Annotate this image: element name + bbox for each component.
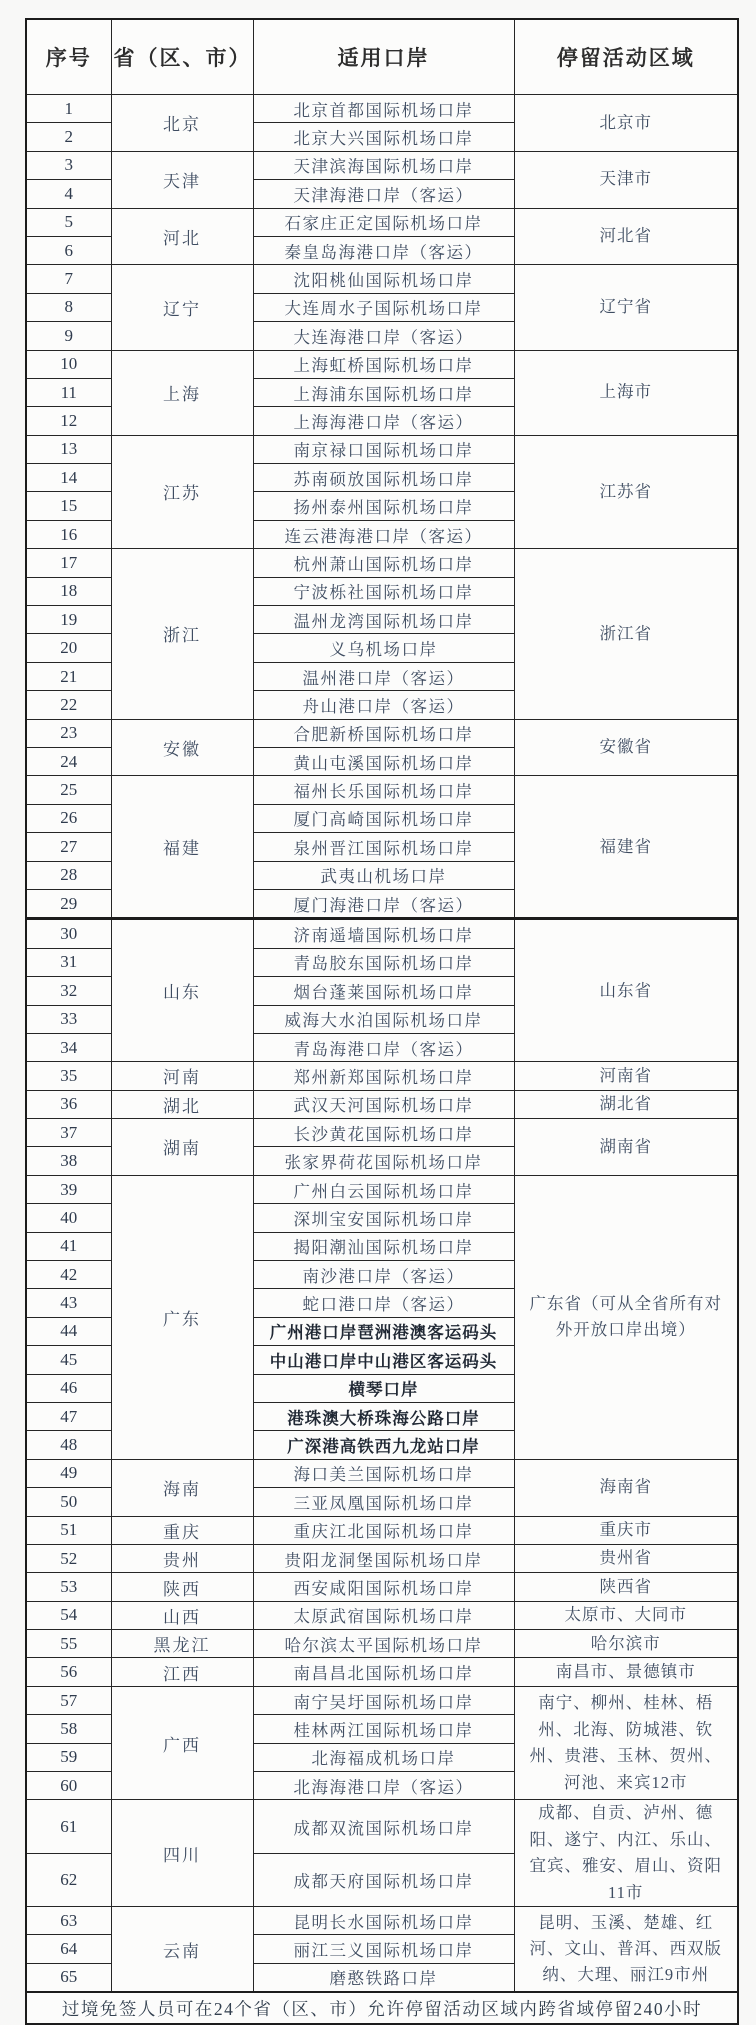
port-cell: 深圳宝安国际机场口岸 (253, 1204, 514, 1232)
port-cell: 扬州泰州国际机场口岸 (253, 492, 514, 520)
province-cell: 浙江 (111, 549, 253, 719)
table-row (26, 435, 738, 463)
stay-area-cell: 河南省 (514, 1062, 738, 1090)
port-cell: 上海海港口岸（客运） (253, 407, 514, 435)
table-row (26, 1062, 738, 1090)
row-number-cell: 11 (26, 378, 111, 406)
stay-area-cell: 山东省 (514, 919, 738, 1062)
table-row (26, 549, 738, 577)
port-cell: 张家界荷花国际机场口岸 (253, 1147, 514, 1175)
row-number-cell: 3 (26, 151, 111, 179)
stay-area-cell: 成都、自贡、泸州、德阳、遂宁、内江、乐山、宜宾、雅安、眉山、资阳11市 (514, 1800, 738, 1907)
row-number-cell: 53 (26, 1573, 111, 1601)
port-cell: 天津海港口岸（客运） (253, 180, 514, 208)
row-number-cell: 64 (26, 1935, 111, 1963)
stay-area-cell: 浙江省 (514, 549, 738, 719)
port-cell: 厦门海港口岸（客运） (253, 889, 514, 918)
province-cell: 辽宁 (111, 265, 253, 350)
row-number-cell: 38 (26, 1147, 111, 1175)
port-cell: 青岛胶东国际机场口岸 (253, 948, 514, 976)
port-cell: 广深港高铁西九龙站口岸 (253, 1431, 514, 1459)
port-cell: 杭州萧山国际机场口岸 (253, 549, 514, 577)
port-cell: 蛇口港口岸（客运） (253, 1289, 514, 1317)
row-number-cell: 60 (26, 1772, 111, 1800)
port-cell: 桂林两江国际机场口岸 (253, 1715, 514, 1743)
table-header (26, 19, 738, 95)
stay-area-cell: 福建省 (514, 776, 738, 919)
header-stay-area: 停留活动区域 (514, 19, 738, 95)
stay-area-cell: 河北省 (514, 208, 738, 265)
port-cell: 温州龙湾国际机场口岸 (253, 606, 514, 634)
port-cell: 宁波栎社国际机场口岸 (253, 577, 514, 605)
footer-row (26, 1992, 738, 2024)
header-row (26, 19, 738, 95)
row-number-cell: 47 (26, 1402, 111, 1430)
row-number-cell: 10 (26, 350, 111, 378)
port-cell: 厦门高崎国际机场口岸 (253, 804, 514, 832)
table-row (26, 1516, 738, 1544)
port-cell: 舟山港口岸（客运） (253, 691, 514, 719)
row-number-cell: 57 (26, 1686, 111, 1714)
row-number-cell: 15 (26, 492, 111, 520)
row-number-cell: 32 (26, 977, 111, 1005)
province-cell: 河南 (111, 1062, 253, 1090)
port-cell: 南昌昌北国际机场口岸 (253, 1658, 514, 1686)
stay-area-cell: 辽宁省 (514, 265, 738, 350)
stay-area-cell: 北京市 (514, 95, 738, 152)
port-cell: 南宁吴圩国际机场口岸 (253, 1686, 514, 1714)
stay-area-cell: 陕西省 (514, 1573, 738, 1601)
province-cell: 江苏 (111, 435, 253, 549)
port-cell: 丽江三义国际机场口岸 (253, 1935, 514, 1963)
port-cell: 揭阳潮汕国际机场口岸 (253, 1232, 514, 1260)
row-number-cell: 13 (26, 435, 111, 463)
row-number-cell: 2 (26, 123, 111, 151)
province-cell: 安徽 (111, 719, 253, 776)
row-number-cell: 25 (26, 776, 111, 804)
port-cell: 南沙港口岸（客运） (253, 1261, 514, 1289)
province-cell: 北京 (111, 95, 253, 152)
row-number-cell: 1 (26, 95, 111, 123)
stay-area-cell: 南昌市、景德镇市 (514, 1658, 738, 1686)
row-number-cell: 20 (26, 634, 111, 662)
port-cell: 三亚凤凰国际机场口岸 (253, 1488, 514, 1516)
port-cell: 天津滨海国际机场口岸 (253, 151, 514, 179)
port-cell: 重庆江北国际机场口岸 (253, 1516, 514, 1544)
port-cell: 青岛海港口岸（客运） (253, 1033, 514, 1061)
table-row (26, 1601, 738, 1629)
port-cell: 港珠澳大桥珠海公路口岸 (253, 1402, 514, 1430)
port-cell: 苏南硕放国际机场口岸 (253, 464, 514, 492)
province-cell: 上海 (111, 350, 253, 435)
province-cell: 黑龙江 (111, 1630, 253, 1658)
table-row (26, 1459, 738, 1487)
header-serial-number: 序号 (26, 19, 111, 95)
row-number-cell: 19 (26, 606, 111, 634)
province-cell: 广西 (111, 1686, 253, 1800)
province-cell: 贵州 (111, 1544, 253, 1572)
port-cell: 贵阳龙洞堡国际机场口岸 (253, 1544, 514, 1572)
province-cell: 福建 (111, 776, 253, 919)
row-number-cell: 44 (26, 1317, 111, 1345)
province-cell: 湖北 (111, 1090, 253, 1118)
row-number-cell: 4 (26, 180, 111, 208)
province-cell: 广东 (111, 1175, 253, 1459)
province-cell: 江西 (111, 1658, 253, 1686)
stay-area-cell: 海南省 (514, 1459, 738, 1516)
province-cell: 山东 (111, 919, 253, 1062)
stay-area-cell: 重庆市 (514, 1516, 738, 1544)
province-cell: 天津 (111, 151, 253, 208)
port-cell: 长沙黄花国际机场口岸 (253, 1119, 514, 1147)
row-number-cell: 33 (26, 1005, 111, 1033)
table-row (26, 1800, 738, 1853)
row-number-cell: 36 (26, 1090, 111, 1118)
table-row (26, 208, 738, 236)
transit-port-table-container (25, 18, 739, 2025)
port-cell: 石家庄正定国际机场口岸 (253, 208, 514, 236)
row-number-cell: 39 (26, 1175, 111, 1203)
port-cell: 上海浦东国际机场口岸 (253, 378, 514, 406)
row-number-cell: 52 (26, 1544, 111, 1572)
table-footer (26, 1992, 738, 2024)
table-row (26, 776, 738, 804)
table-row (26, 1090, 738, 1118)
province-cell: 山西 (111, 1601, 253, 1629)
row-number-cell: 45 (26, 1346, 111, 1374)
row-number-cell: 65 (26, 1963, 111, 1992)
port-cell: 义乌机场口岸 (253, 634, 514, 662)
table-row (26, 1658, 738, 1686)
table-row (26, 350, 738, 378)
table-row (26, 1630, 738, 1658)
row-number-cell: 9 (26, 322, 111, 350)
province-cell: 云南 (111, 1907, 253, 1993)
row-number-cell: 5 (26, 208, 111, 236)
table-row (26, 265, 738, 293)
stay-area-cell: 太原市、大同市 (514, 1601, 738, 1629)
port-cell: 郑州新郑国际机场口岸 (253, 1062, 514, 1090)
table-row (26, 919, 738, 948)
stay-area-cell: 江苏省 (514, 435, 738, 549)
province-cell: 重庆 (111, 1516, 253, 1544)
row-number-cell: 51 (26, 1516, 111, 1544)
table-row (26, 95, 738, 123)
row-number-cell: 27 (26, 833, 111, 861)
row-number-cell: 16 (26, 520, 111, 548)
row-number-cell: 54 (26, 1601, 111, 1629)
stay-area-cell: 天津市 (514, 151, 738, 208)
port-cell: 泉州晋江国际机场口岸 (253, 833, 514, 861)
port-cell: 北京首都国际机场口岸 (253, 95, 514, 123)
row-number-cell: 28 (26, 861, 111, 889)
port-cell: 烟台蓬莱国际机场口岸 (253, 977, 514, 1005)
row-number-cell: 50 (26, 1488, 111, 1516)
port-cell: 威海大水泊国际机场口岸 (253, 1005, 514, 1033)
row-number-cell: 35 (26, 1062, 111, 1090)
row-number-cell: 21 (26, 662, 111, 690)
port-cell: 南京禄口国际机场口岸 (253, 435, 514, 463)
stay-area-cell: 广东省（可从全省所有对外开放口岸出境） (514, 1175, 738, 1459)
province-cell: 湖南 (111, 1119, 253, 1176)
province-cell: 四川 (111, 1800, 253, 1907)
port-cell: 太原武宿国际机场口岸 (253, 1601, 514, 1629)
port-cell: 福州长乐国际机场口岸 (253, 776, 514, 804)
row-number-cell: 41 (26, 1232, 111, 1260)
table-row (26, 1175, 738, 1203)
port-cell: 北海海港口岸（客运） (253, 1772, 514, 1800)
port-cell: 横琴口岸 (253, 1374, 514, 1402)
row-number-cell: 29 (26, 889, 111, 918)
header-applicable-port: 适用口岸 (253, 19, 514, 95)
row-number-cell: 59 (26, 1743, 111, 1771)
row-number-cell: 8 (26, 293, 111, 321)
table-row (26, 1544, 738, 1572)
table-row (26, 1119, 738, 1147)
port-cell: 北京大兴国际机场口岸 (253, 123, 514, 151)
row-number-cell: 49 (26, 1459, 111, 1487)
port-cell: 广州白云国际机场口岸 (253, 1175, 514, 1203)
port-cell: 北海福成机场口岸 (253, 1743, 514, 1771)
stay-area-cell: 湖南省 (514, 1119, 738, 1176)
port-cell: 哈尔滨太平国际机场口岸 (253, 1630, 514, 1658)
stay-area-cell: 南宁、柳州、桂林、梧州、北海、防城港、钦州、贵港、玉林、贺州、河池、来宾12市 (514, 1686, 738, 1800)
row-number-cell: 22 (26, 691, 111, 719)
row-number-cell: 23 (26, 719, 111, 747)
stay-area-cell: 安徽省 (514, 719, 738, 776)
row-number-cell: 31 (26, 948, 111, 976)
row-number-cell: 34 (26, 1033, 111, 1061)
port-cell: 沈阳桃仙国际机场口岸 (253, 265, 514, 293)
row-number-cell: 30 (26, 919, 111, 948)
row-number-cell: 58 (26, 1715, 111, 1743)
port-cell: 昆明长水国际机场口岸 (253, 1907, 514, 1935)
row-number-cell: 37 (26, 1119, 111, 1147)
port-cell: 武夷山机场口岸 (253, 861, 514, 889)
header-province: 省（区、市） (111, 19, 253, 95)
transit-port-table (25, 18, 739, 2025)
row-number-cell: 42 (26, 1261, 111, 1289)
table-row (26, 1573, 738, 1601)
row-number-cell: 26 (26, 804, 111, 832)
port-cell: 温州港口岸（客运） (253, 662, 514, 690)
row-number-cell: 56 (26, 1658, 111, 1686)
row-number-cell: 63 (26, 1907, 111, 1935)
port-cell: 成都天府国际机场口岸 (253, 1853, 514, 1906)
port-cell: 西安咸阳国际机场口岸 (253, 1573, 514, 1601)
row-number-cell: 7 (26, 265, 111, 293)
stay-area-cell: 湖北省 (514, 1090, 738, 1118)
port-cell: 秦皇岛海港口岸（客运） (253, 236, 514, 264)
row-number-cell: 14 (26, 464, 111, 492)
port-cell: 广州港口岸琶洲港澳客运码头 (253, 1317, 514, 1345)
port-cell: 济南遥墙国际机场口岸 (253, 919, 514, 948)
row-number-cell: 17 (26, 549, 111, 577)
stay-area-cell: 上海市 (514, 350, 738, 435)
port-cell: 大连海港口岸（客运） (253, 322, 514, 350)
stay-area-cell: 昆明、玉溪、楚雄、红河、文山、普洱、西双版纳、大理、丽江9市州 (514, 1907, 738, 1993)
stay-area-cell: 贵州省 (514, 1544, 738, 1572)
port-cell: 海口美兰国际机场口岸 (253, 1459, 514, 1487)
table-row (26, 1686, 738, 1714)
port-cell: 武汉天河国际机场口岸 (253, 1090, 514, 1118)
port-cell: 中山港口岸中山港区客运码头 (253, 1346, 514, 1374)
row-number-cell: 12 (26, 407, 111, 435)
port-table-body (26, 95, 738, 1993)
table-row (26, 719, 738, 747)
province-cell: 海南 (111, 1459, 253, 1516)
port-cell: 黄山屯溪国际机场口岸 (253, 747, 514, 775)
row-number-cell: 40 (26, 1204, 111, 1232)
row-number-cell: 43 (26, 1289, 111, 1317)
row-number-cell: 55 (26, 1630, 111, 1658)
row-number-cell: 46 (26, 1374, 111, 1402)
footnote: 过境免签人员可在24个省（区、市）允许停留活动区域内跨省域停留240小时 (26, 1992, 738, 2024)
port-cell: 大连周水子国际机场口岸 (253, 293, 514, 321)
port-cell: 合肥新桥国际机场口岸 (253, 719, 514, 747)
port-cell: 上海虹桥国际机场口岸 (253, 350, 514, 378)
port-cell: 磨憨铁路口岸 (253, 1963, 514, 1992)
row-number-cell: 18 (26, 577, 111, 605)
table-row (26, 1907, 738, 1935)
port-cell: 成都双流国际机场口岸 (253, 1800, 514, 1853)
table-row (26, 151, 738, 179)
row-number-cell: 62 (26, 1853, 111, 1906)
row-number-cell: 24 (26, 747, 111, 775)
stay-area-cell: 哈尔滨市 (514, 1630, 738, 1658)
province-cell: 陕西 (111, 1573, 253, 1601)
row-number-cell: 6 (26, 236, 111, 264)
port-cell: 连云港海港口岸（客运） (253, 520, 514, 548)
row-number-cell: 61 (26, 1800, 111, 1853)
province-cell: 河北 (111, 208, 253, 265)
row-number-cell: 48 (26, 1431, 111, 1459)
